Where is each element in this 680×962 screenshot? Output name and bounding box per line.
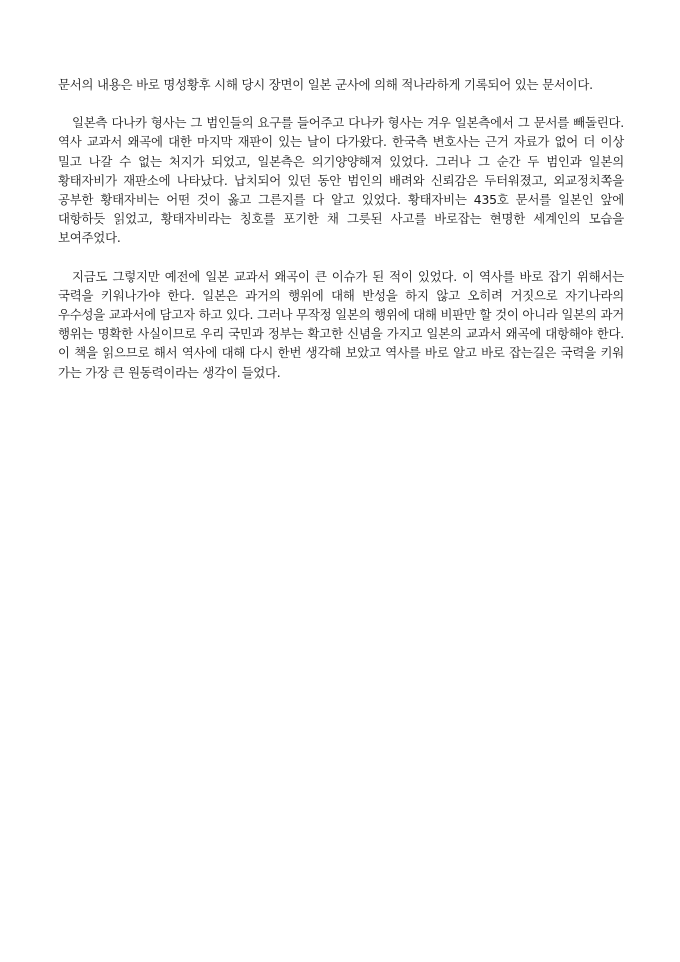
paragraph-2: 일본측 다나카 형사는 그 범인들의 요구를 들어주고 다나카 형사는 겨우 일본측에서 그 문서를 빼돌린다. 역사 교과서 왜곡에 대한 마지막 재판이 있는 날이 다가왔다. 한국측 변호사는 근거 자료가 없어 더 이상 밀고 나갈 수 없는 처지가 되었고, 일본측은 의기양양해져 있었다. 그러나 그 순간 두 범인과 일본의 황태자비가 재판소에 나타났다. 납치되어 있던 동안 범인의 배려와 신뢰감은 두터워졌고, 외교정치쪽을 공부한 황태자비는 어떤 것이 옳고 그른지를 다 알고 있었다. 황태자비는 435호 문서를 일본인 앞에 대항하듯 읽었고, 황태자비라는 칭호를 포기한 채 그릇된 사고를 바로잡는 현명한 세계인의 모습을 보여주었다. [58, 115, 624, 246]
document-body [58, 75, 624, 401]
paragraph-3: 지금도 그렇지만 예전에 일본 교과서 왜곡이 큰 이슈가 된 적이 있었다. 이 역사를 바로 잡기 위해서는 국력을 키워나가야 한다. 일본은 과거의 행위에 대해 반성을 하지 않고 오히려 거짓으로 자기나라의 우수성을 교과서에 담고자 하고 있다. 그러나 무작정 일본의 행위에 대해 비판만 할 것이 아니라 일본의 과거 행위는 명확한 사실이므로 우리 국민과 정부는 확고한 신념을 가지고 일본의 교과서 왜곡에 대항해야 한다. 이 책을 읽으므로 해서 역사에 대해 다시 한번 생각해 보았고 역사를 바로 알고 바로 잡는길은 국력을 키워 가는 가장 큰 원동력이라는 생각이 들었다. [58, 268, 624, 380]
paragraph-1: 문서의 내용은 바로 명성황후 시해 당시 장면이 일본 군사에 의해 적나라하게 기록되어 있는 문서이다. [58, 77, 593, 92]
